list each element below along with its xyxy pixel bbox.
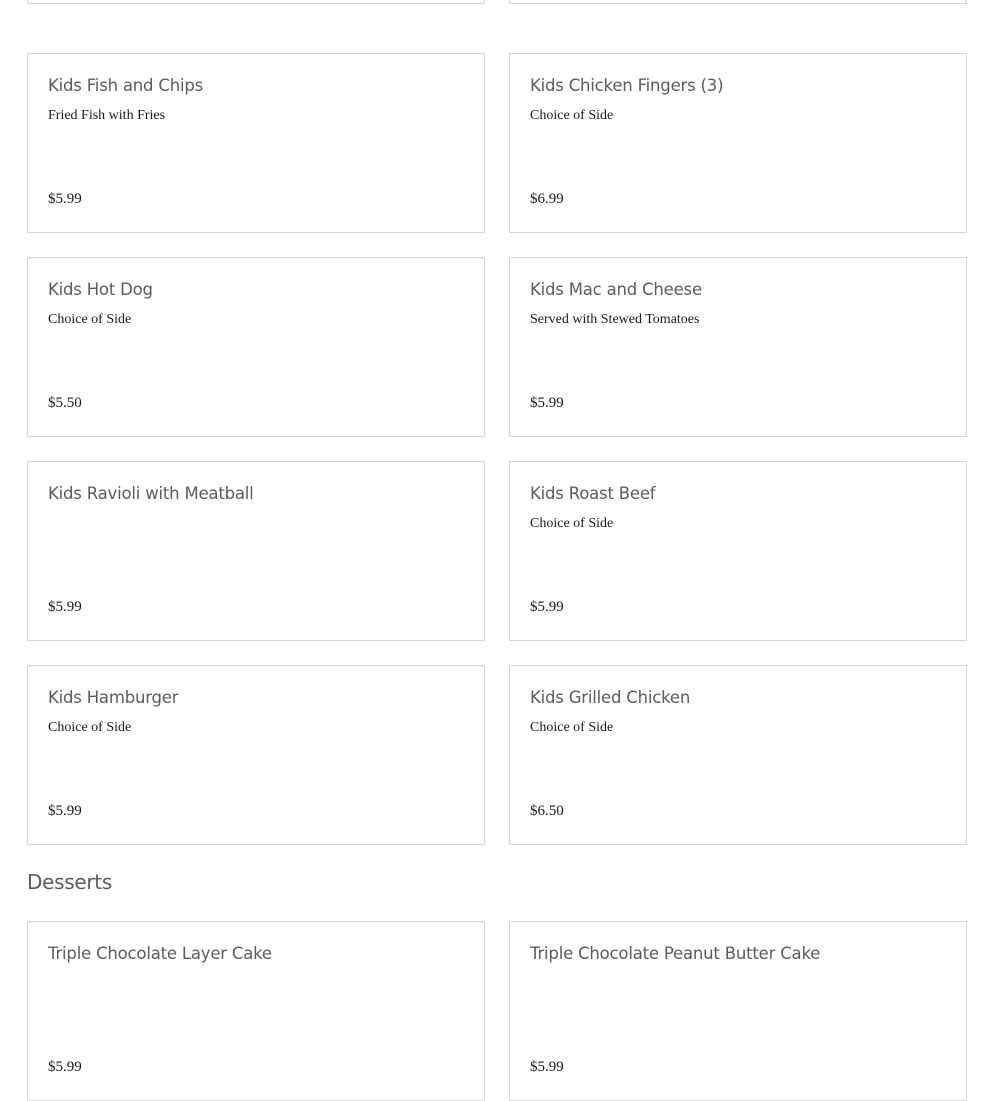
- menu-item-description: Served with Stewed Tomatoes: [530, 312, 700, 327]
- menu-item-price: $5.50: [48, 395, 82, 411]
- menu-item-name: Kids Chicken Fingers (3): [530, 76, 724, 95]
- menu-item-price: $5.99: [530, 395, 564, 411]
- menu-item-card[interactable]: [509, 461, 967, 641]
- menu-item-name: Kids Hot Dog: [48, 280, 153, 299]
- menu-item-card[interactable]: [27, 0, 485, 4]
- menu-item-card[interactable]: [27, 257, 485, 437]
- menu-item-name: Kids Roast Beef: [530, 484, 656, 503]
- menu-item-card[interactable]: [509, 665, 967, 845]
- menu-item-price: $5.99: [48, 1059, 82, 1075]
- menu-item-name: Triple Chocolate Layer Cake: [48, 944, 272, 963]
- menu-item-name: Kids Mac and Cheese: [530, 280, 702, 299]
- menu-item-card[interactable]: [509, 921, 967, 1101]
- menu-item-name: Triple Chocolate Peanut Butter Cake: [530, 944, 821, 963]
- menu-item-name: Kids Fish and Chips: [48, 76, 204, 95]
- menu-item-price: $5.99: [48, 191, 82, 207]
- menu-item-description: Fried Fish with Fries: [48, 108, 166, 123]
- menu-item-price: $5.99: [530, 1059, 564, 1075]
- menu-item-card[interactable]: [27, 921, 485, 1101]
- section-title-desserts: Desserts: [27, 870, 112, 894]
- menu-item-card[interactable]: [509, 53, 967, 233]
- menu-item-name: Kids Hamburger: [48, 688, 179, 707]
- menu-item-price: $5.99: [530, 599, 564, 615]
- menu-item-name: Kids Grilled Chicken: [530, 688, 691, 707]
- menu-item-card[interactable]: [509, 257, 967, 437]
- menu-item-card[interactable]: [27, 665, 485, 845]
- menu-item-price: $5.99: [48, 599, 82, 615]
- menu-item-card[interactable]: [27, 53, 485, 233]
- menu-item-price: $6.99: [530, 191, 564, 207]
- menu-item-description: Choice of Side: [530, 516, 614, 531]
- menu-item-card[interactable]: [509, 0, 967, 4]
- menu-item-price: $5.99: [48, 803, 82, 819]
- menu-item-description: Choice of Side: [48, 312, 132, 327]
- menu-item-description: Choice of Side: [530, 108, 614, 123]
- menu-item-card[interactable]: [27, 461, 485, 641]
- menu-item-description: Choice of Side: [530, 720, 614, 735]
- menu-item-description: Choice of Side: [48, 720, 132, 735]
- menu-item-name: Kids Ravioli with Meatball: [48, 484, 254, 503]
- menu-item-price: $6.50: [530, 803, 564, 819]
